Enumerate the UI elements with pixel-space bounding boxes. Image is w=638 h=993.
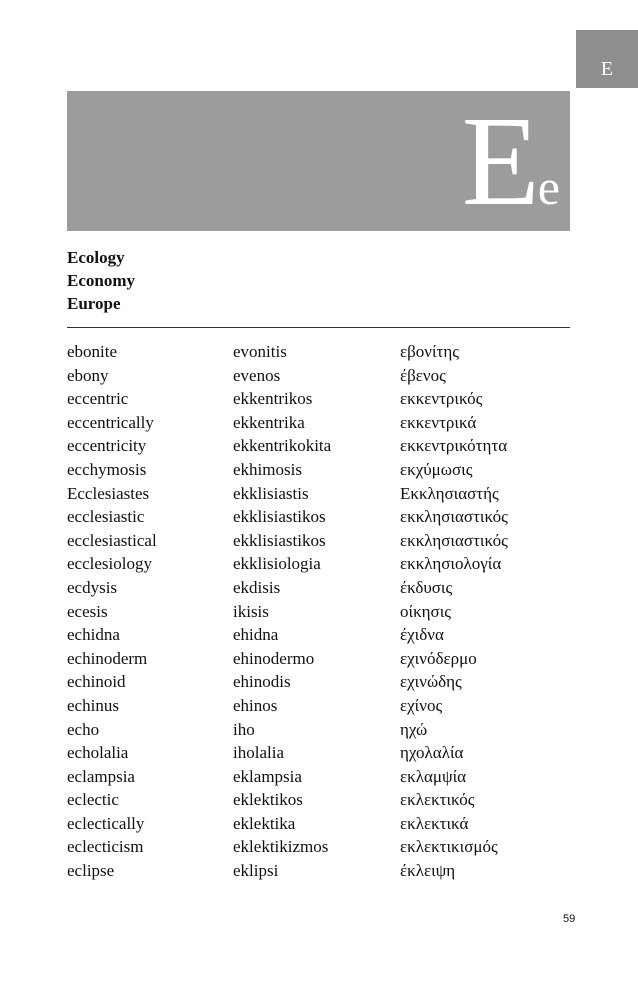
greek-word: εκκλησιαστικός xyxy=(400,507,508,527)
greek-word: εκκλησιαστικός xyxy=(400,530,508,550)
english-word: ecdysis xyxy=(67,577,118,597)
english-word: Ecclesiastes xyxy=(67,483,150,503)
theme-heading: Europe xyxy=(67,294,121,313)
theme-heading: Economy xyxy=(67,271,135,290)
transliteration-word: ekklisiastikos xyxy=(233,530,326,550)
page-number: 59 xyxy=(563,913,576,925)
transliteration-word: ehinodermo xyxy=(233,648,315,668)
greek-word: εβονίτης xyxy=(400,342,460,361)
greek-word: εκλαμψία xyxy=(400,766,467,786)
english-word: ebony xyxy=(67,365,109,385)
transliteration-word: iholalia xyxy=(233,743,284,763)
english-column xyxy=(67,340,157,883)
theme-list xyxy=(67,246,135,315)
greek-column xyxy=(400,340,508,883)
greek-word: εκχύμωσις xyxy=(400,459,473,479)
section-tab xyxy=(576,30,638,88)
divider-rule xyxy=(67,327,570,328)
banner-letters xyxy=(461,91,560,231)
greek-word: εκλεκτικά xyxy=(400,813,469,833)
greek-word: εχίνος xyxy=(400,695,443,715)
section-tab-letter: E xyxy=(600,58,614,80)
greek-word: εκλεκτικός xyxy=(400,790,475,810)
english-word: eccentric xyxy=(67,389,129,409)
transliteration-word: evonitis xyxy=(233,342,287,361)
banner-lowercase-letter: e xyxy=(537,159,560,215)
letter-banner xyxy=(67,91,570,231)
greek-word: εχινόδερμο xyxy=(400,648,477,668)
transliteration-word: ekkentrikokita xyxy=(233,436,332,456)
banner-uppercase-letter: E xyxy=(461,91,540,231)
transliteration-word: ekklisiastikos xyxy=(233,507,326,527)
greek-word: οίκησις xyxy=(400,601,451,621)
transliteration-word: eklektikizmos xyxy=(233,837,329,857)
english-word: ecchymosis xyxy=(67,459,147,479)
transliteration-word: ehinodis xyxy=(233,672,291,692)
greek-word: εκκεντρικός xyxy=(400,389,483,409)
transliteration-word: ekhimosis xyxy=(233,459,302,479)
english-word: ecesis xyxy=(67,601,108,621)
english-word: ecclesiastic xyxy=(67,507,145,527)
greek-word: εκλεκτικισμός xyxy=(400,837,498,857)
greek-word: εκκεντρικότητα xyxy=(400,436,508,456)
transliteration-word: ekkentrika xyxy=(233,412,305,432)
english-word: eclectic xyxy=(67,790,119,810)
greek-word: έκδυσις xyxy=(400,577,453,597)
english-word: ecclesiastical xyxy=(67,530,157,550)
transliteration-word: eklektika xyxy=(233,813,296,833)
greek-word: ηχώ xyxy=(400,719,428,739)
english-word: eclecticism xyxy=(67,837,144,857)
transliteration-word: ehinos xyxy=(233,695,278,715)
transliteration-word: ehidna xyxy=(233,625,279,645)
transliteration-word: eklampsia xyxy=(233,766,302,786)
english-word: echinus xyxy=(67,695,119,715)
transliteration-word: ekdisis xyxy=(233,577,281,597)
transliteration-word: ekklisiologia xyxy=(233,554,321,574)
greek-word: έκλειψη xyxy=(400,861,456,881)
english-word: eclipse xyxy=(67,861,115,881)
english-word: eccentricity xyxy=(67,436,147,456)
greek-word: εκκεντρικά xyxy=(400,412,477,432)
transliteration-word: ekkentrikos xyxy=(233,389,313,409)
english-word: ebonite xyxy=(67,342,118,361)
transliteration-word: evenos xyxy=(233,365,281,385)
transliteration-word: eklektikos xyxy=(233,790,303,810)
english-word: echidna xyxy=(67,625,120,645)
transliteration-word: ekklisiastis xyxy=(233,483,309,503)
greek-word: ηχολαλία xyxy=(400,743,464,763)
english-word: ecclesiology xyxy=(67,554,152,574)
transliteration-word: ikisis xyxy=(233,601,269,621)
transliteration-column xyxy=(233,340,331,883)
english-word: eccentrically xyxy=(67,412,154,432)
english-word: echinoid xyxy=(67,672,126,692)
theme-heading: Ecology xyxy=(67,248,125,267)
english-word: echo xyxy=(67,719,100,739)
greek-word: έβενος xyxy=(400,365,446,385)
transliteration-word: eklipsi xyxy=(233,861,279,881)
greek-word: εκκλησιολογία xyxy=(400,554,502,574)
english-word: echolalia xyxy=(67,743,129,763)
greek-word: έχιδνα xyxy=(400,625,444,645)
english-word: eclampsia xyxy=(67,766,135,786)
english-word: echinoderm xyxy=(67,648,148,668)
english-word: eclectically xyxy=(67,813,145,833)
greek-word: εχινώδης xyxy=(400,672,462,692)
transliteration-word: iho xyxy=(233,719,255,739)
greek-word: Εκκλησιαστής xyxy=(400,483,499,503)
